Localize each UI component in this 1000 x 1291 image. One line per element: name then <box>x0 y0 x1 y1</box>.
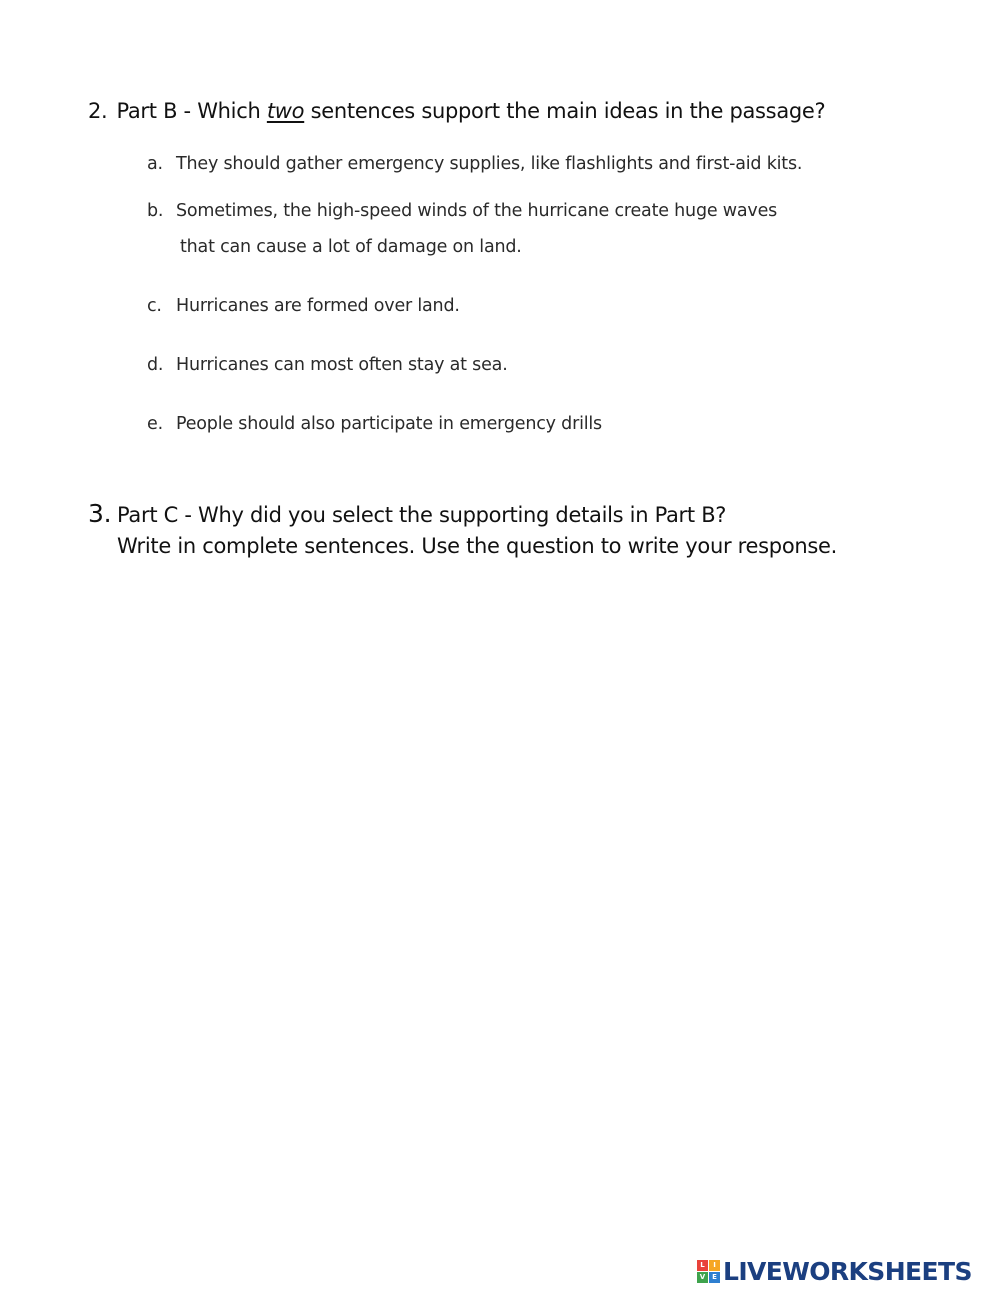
question-number: 3. <box>88 499 112 528</box>
question-2-suffix: sentences support the main ideas in the passage? <box>310 99 826 123</box>
question-2-emphasis: two <box>266 99 305 123</box>
option-text: Hurricanes are formed over land. <box>176 296 460 316</box>
option-text: People should also participate in emergency drills <box>176 414 602 434</box>
option-letter: a. <box>147 154 163 174</box>
answer-option-d[interactable] <box>147 347 508 383</box>
answer-option-e[interactable] <box>147 406 602 442</box>
answer-option-a[interactable] <box>147 146 802 182</box>
option-letter: b. <box>147 201 164 221</box>
option-text: Hurricanes can most often stay at sea. <box>176 355 508 375</box>
question-3-prompt: Part C - Why did you select the supporting details in Part B? <box>117 503 727 527</box>
option-letter: e. <box>147 414 163 434</box>
option-text-continued: that can cause a lot of damage on land. <box>180 237 522 257</box>
option-letter: c. <box>147 296 162 316</box>
question-3-instructions: Write in complete sentences. Use the question to write your response. <box>117 534 838 558</box>
answer-option-b[interactable] <box>147 193 777 265</box>
question-2-prefix: Part B - Which <box>116 99 261 123</box>
logo-letter-i: I <box>709 1260 720 1271</box>
logo-letter-l: L <box>697 1260 708 1271</box>
question-3-block <box>88 498 837 562</box>
logo-letter-e: E <box>709 1272 720 1283</box>
logo-letter-v: V <box>697 1272 708 1283</box>
answer-option-c[interactable] <box>147 288 460 324</box>
option-text: They should gather emergency supplies, like flashlights and first-aid kits. <box>176 154 803 174</box>
liveworksheets-branding <box>697 1256 972 1286</box>
option-text: Sometimes, the high-speed winds of the hurricane create huge waves <box>176 201 778 221</box>
brand-text: LIVEWORKSHEETS <box>723 1256 972 1286</box>
question-2-heading <box>88 97 825 125</box>
option-letter: d. <box>147 355 164 375</box>
liveworksheets-logo-icon <box>697 1260 720 1283</box>
question-number: 2. <box>88 99 108 123</box>
